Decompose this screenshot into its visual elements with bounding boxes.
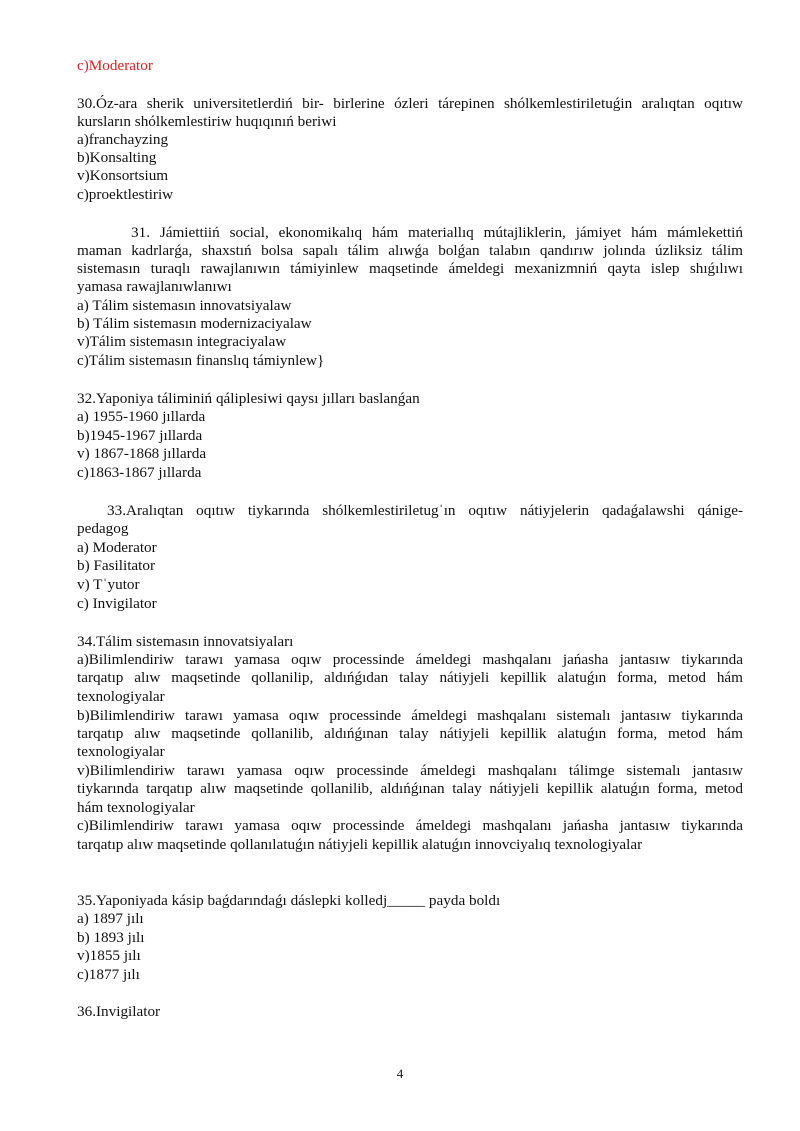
q31-text-line4: yamasa rawajlanıwlanıwı [77,278,232,295]
q30-option-a: a)franchayzing [77,131,169,148]
q31-option-a: a) Tálim sistemasın innovatsiyalaw [77,297,292,314]
q30-text-line2: kursların shólkemlestiriw huqıqınıń beriwi [77,113,337,130]
q34-option-v-line1: v)Bilimlendiriw tarawı yamasa oqıw processinde ámeldegi mashqalanı tálimge sistemalı jantasıw [77,762,743,779]
q32-option-v: v) 1867-1868 jıllarda [77,445,207,462]
q34-option-v-line2: tiykarında tarqatıp alıw maqsetinde qollanilib, aldıńǵınan talay nátiyjeli kepillik alatuǵın forma, metod [77,780,743,797]
page-number: 4 [396,1066,404,1081]
q34-option-c-line2: tarqatıp alıw maqsetinde qollanılatuǵın nátiyjeli kepillik alatuǵın innovciyalıq texnologiyalar [77,836,643,853]
q34-option-b-line3: texnologiyalar [77,743,165,760]
q30-text-line1: 30.Óz-ara sherik universitetlerdiń bir- birlerine ózleri tárepinen shólkemlestiriletuǵin aralıqtan oqıtıw [77,95,743,112]
q35-option-c: c)1877 jılı [77,966,140,983]
q35-option-b: b) 1893 jılı [77,929,145,946]
q34-option-a-line2: tarqatıp alıw maqsetinde qollanilip, aldıńǵıdan talay nátiyjeli kepillik alatuǵın forma, metod hám [77,669,743,686]
q34-option-c-line1: c)Bilimlendiriw tarawı yamasa oqıw processinde ámeldegi mashqalanı jańasha jantasıw tiykarında [77,817,743,834]
q35-option-a: a) 1897 jılı [77,910,144,927]
q32-option-a: a) 1955-1960 jıllarda [77,408,206,425]
q32-option-c: c)1863-1867 jıllarda [77,464,202,481]
q33-text-line2: pedagog [77,520,129,537]
q36-text: 36.Invigilator [77,1003,161,1020]
q30-option-c: c)proektlestiriw [77,186,174,203]
q33-option-b: b) Fasilitator [77,557,156,574]
q33-option-v: v) Tˈyutor [77,576,140,593]
q34-option-a-line1: a)Bilimlendiriw tarawı yamasa oqıw processinde ámeldegi mashqalanı jańasha jantasıw tiykarında [77,651,743,668]
q32-option-b: b)1945-1967 jıllarda [77,427,203,444]
q30-option-v: v)Konsortsium [77,167,169,184]
q31-option-c: c)Tálim sistemasın finanslıq támiynlew} [77,352,325,369]
q34-text: 34.Tálim sistemasın innovatsiyaları [77,633,294,650]
q34-option-a-line3: texnologiyalar [77,688,165,705]
q33-option-c: c) Invigilator [77,595,157,612]
q31-option-b: b) Tálim sistemasın modernizaciyalaw [77,315,312,332]
q34-option-b-line1: b)Bilimlendiriw tarawı yamasa oqıw processinde ámeldegi mashqalanı sistemalı jantasıw tiykarında [77,707,743,724]
q31-text-line3: sistemasın turaqlı rawajlanıwın támiyinlew maqsetinde ámeldegi mexanizmniń qayta islep shıǵılıwı [77,260,743,277]
q34-option-b-line2: tarqatıp alıw maqsetinde qollanilib, aldıńǵınan talay nátiyjeli kepillik alatuǵın forma, metod hám [77,725,743,742]
q35-text: 35.Yaponiyada kásip baǵdarındaǵı dáslepki kolledj_____ payda boldı [77,892,501,909]
previous-answer: c)Moderator [77,57,153,74]
q33-text-line1: 33.Aralıqtan oqıtıw tiykarında shólkemlestiriletugˈın oqıtıw nátiyjelerin qadaǵalawshi qánige- [107,502,743,519]
q34-option-v-line3: hám texnologiyalar [77,799,195,816]
q30-option-b: b)Konsalting [77,149,157,166]
q31-option-v: v)Tálim sistemasın integraciyalaw [77,333,287,350]
q31-text-line1: 31. Jámiettiiń social, ekonomikalıq hám materiallıq mútajliklerin, jámiyet hám mámlekettiń [131,224,743,241]
q33-option-a: a) Moderator [77,539,157,556]
q35-option-v: v)1855 jılı [77,947,141,964]
q32-text: 32.Yaponiya táliminiń qáliplesiwi qaysı jılları baslanǵan [77,390,420,407]
q31-text-line2: maman kadrlarǵa, shaxstıń bolsa sapalı tálim alıwǵa bolǵan talabın qandırıw jolında úzliksiz tálim [77,242,743,259]
